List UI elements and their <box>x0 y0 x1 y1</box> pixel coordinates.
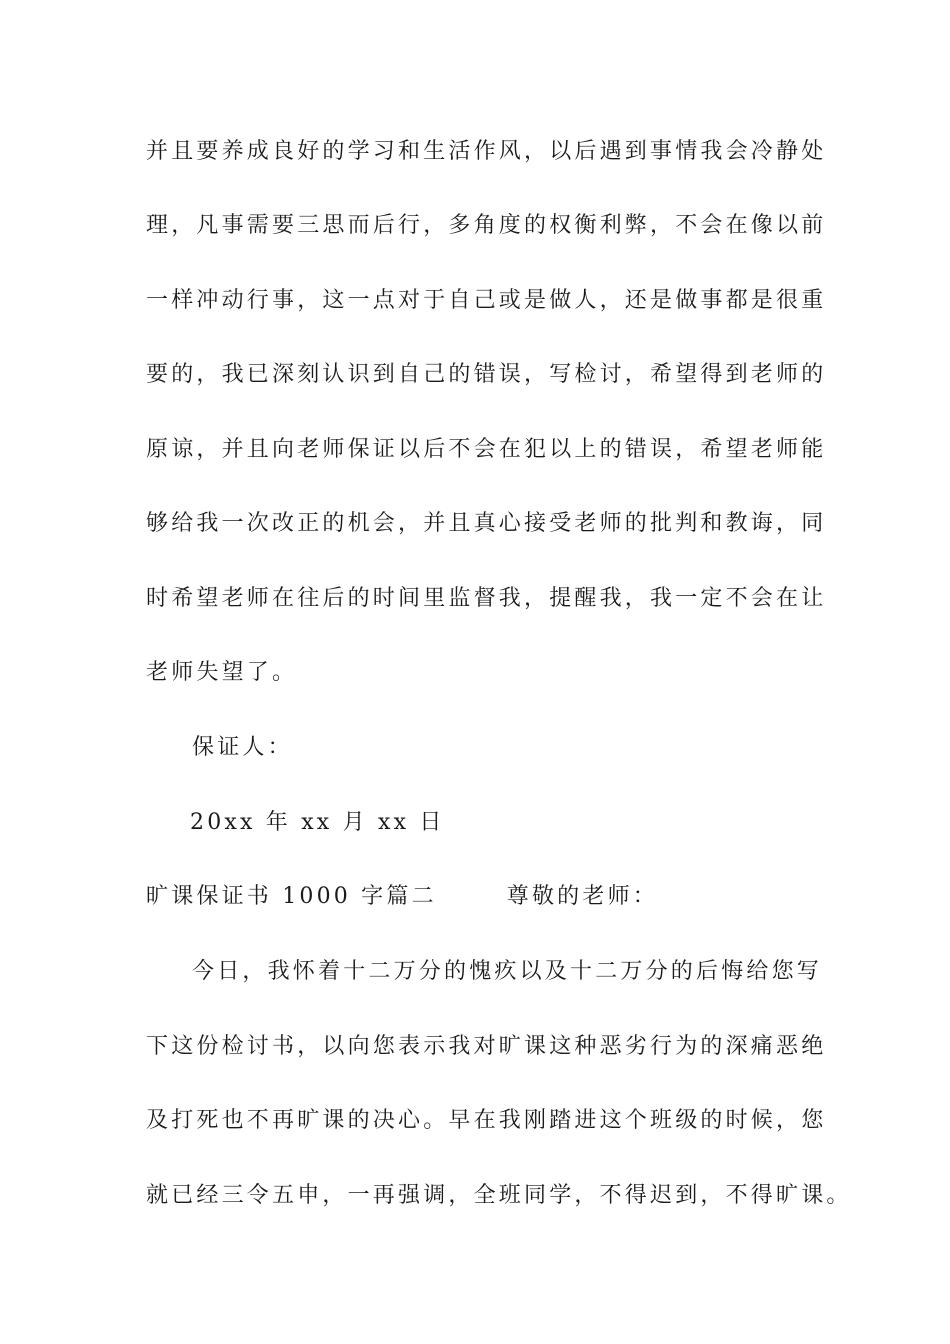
para2-line-1: 今日，我怀着十二万分的愧疚以及十二万分的后悔给您写 <box>192 959 823 984</box>
body-line-3: 一样冲动行事，这一点对于自己或是做人，还是做事都是很重 <box>146 288 827 313</box>
signature-date: 20xx 年 xx 月 xx 日 <box>190 810 445 835</box>
para2-line-4: 就已经三令五申，一再强调，全班同学，不得迟到，不得旷课。 <box>146 1183 852 1208</box>
body-line-1: 并且要养成良好的学习和生活作风，以后遇到事情我会冷静处 <box>146 139 827 164</box>
body-line-8: 老师失望了。 <box>146 660 298 685</box>
body-line-5: 原谅，并且向老师保证以后不会在犯以上的错误，希望老师能 <box>146 437 827 462</box>
para2-line-3: 及打死也不再旷课的决心。早在我刚踏进这个班级的时候，您 <box>146 1108 827 1133</box>
body-line-7: 时希望老师在往后的时间里监督我，提醒我，我一定不会在让 <box>146 586 827 611</box>
body-line-6: 够给我一次改正的机会，并且真心接受老师的批判和教诲，同 <box>146 511 827 536</box>
section-title: 旷课保证书 1000 字篇二 <box>146 884 437 909</box>
section-heading <box>146 882 846 912</box>
body-line-2: 理，凡事需要三思而后行，多角度的权衡利弊，不会在像以前 <box>146 213 827 238</box>
salutation: 尊敬的老师： <box>506 884 658 909</box>
guarantor-label: 保证人： <box>192 735 293 760</box>
body-line-4: 要的，我已深刻认识到自己的错误，写检讨，希望得到老师的 <box>146 362 827 387</box>
para2-line-2: 下这份检讨书，以向您表示我对旷课这种恶劣行为的深痛恶绝 <box>146 1034 827 1059</box>
